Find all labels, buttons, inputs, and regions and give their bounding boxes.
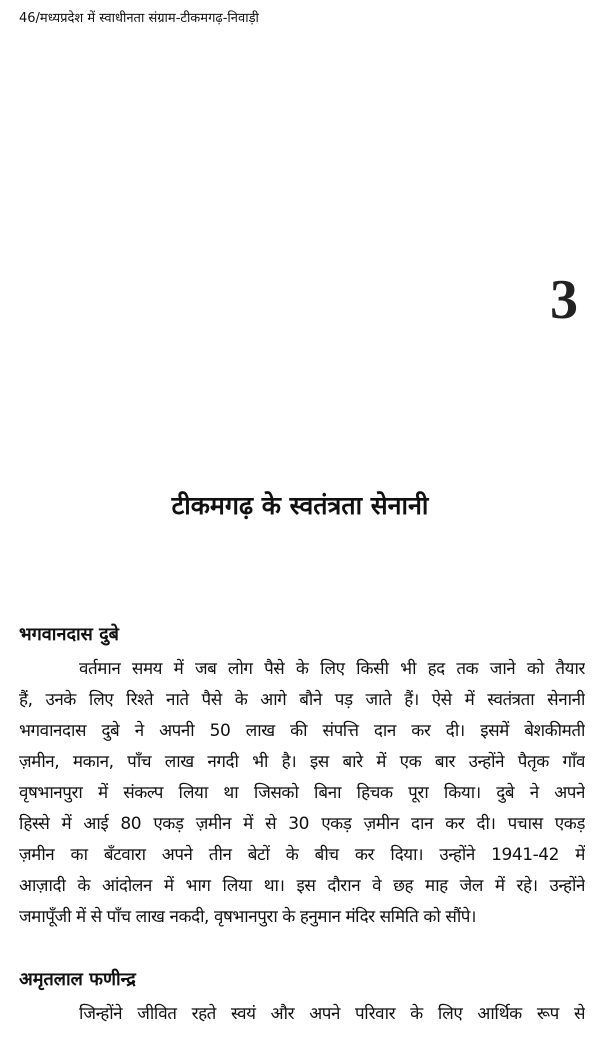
running-header: 46/मध्यप्रदेश में स्वाधीनता संग्राम-टीकमगढ़-निवाड़ी — [19, 11, 259, 26]
chapter-title: टीकमगढ़ के स्वतंत्रता सेनानी — [171, 491, 429, 520]
paragraph-line: वृषभानपुरा में संकल्प लिया था जिसको बिना हिचक पूरा किया। दुबे ने अपने — [19, 783, 585, 803]
paragraph-line: हैं, उनके लिए रिश्ते नाते पैसे के आगे बौने पड़ जाते हैं। ऐसे में स्वतंत्रता सेनानी — [19, 690, 585, 710]
paragraph-line: जिन्होंने जीवित रहते स्वयं और अपने परिवार के लिए आर्थिक रूप से — [79, 1004, 585, 1024]
paragraph-amritlal-phanindra — [19, 999, 585, 1030]
paragraph-line: वर्तमान समय में जब लोग पैसे के लिए किसी भी हद तक जाने को तैयार — [79, 659, 585, 679]
paragraph-bhagwandas-dube — [19, 654, 585, 933]
chapter-number: 3 — [550, 269, 578, 331]
section-heading-bhagwandas-dube: भगवानदास दुबे — [19, 624, 119, 645]
paragraph-line: भगवानदास दुबे ने अपनी 50 लाख की संपत्ति दान कर दी। इसमें बेशकीमती — [19, 721, 585, 741]
paragraph-line: जमापूँजी में से पाँच लाख नकदी, वृषभानपुरा के हनुमान मंदिर समिति को सौंपे। — [19, 907, 476, 927]
paragraph-line: ज़मीन, मकान, पाँच लाख नगदी भी है। इस बारे में एक बार उन्होंने पैतृक गाँव — [19, 752, 585, 772]
paragraph-line: हिस्से में आई 80 एकड़ ज़मीन में से 30 एकड़ ज़मीन दान कर दी। पचास एकड़ — [19, 814, 585, 834]
section-heading-amritlal-phanindra: अमृतलाल फणीन्द्र — [19, 969, 136, 990]
paragraph-line: आज़ादी के आंदोलन में भाग लिया था। इस दौरान वे छह माह जेल में रहे। उन्होंने — [19, 876, 585, 896]
paragraph-line: ज़मीन का बँटवारा अपने तीन बेटों के बीच कर दिया। उन्होंने 1941-42 में — [19, 845, 585, 865]
